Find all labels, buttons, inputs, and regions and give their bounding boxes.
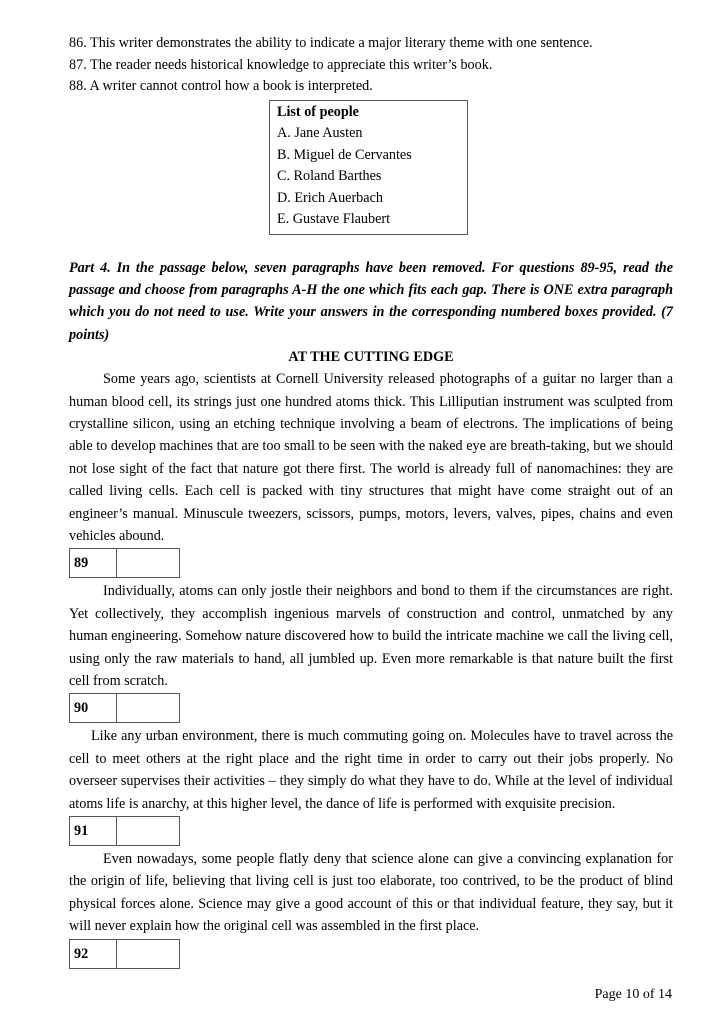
passage-title: AT THE CUTTING EDGE [288, 349, 454, 366]
question-86: 86. This writer demonstrates the ability to indicate a major literary theme with one sentence. [69, 35, 593, 51]
page-number: Page 10 of 14 [594, 987, 672, 1002]
answer-number: 92 [70, 940, 117, 968]
question-87: 87. The reader needs historical knowledge to appreciate this writer’s book. [69, 56, 493, 73]
list-of-people-box [269, 100, 468, 235]
answer-number: 91 [70, 817, 117, 845]
list-item: E. Gustave Flaubert [277, 211, 391, 227]
answer-box-91[interactable] [69, 816, 180, 846]
paragraph-1: Some years ago, scientists at Cornell University released photographs of a guitar no larger than a human blood cell, its strings just one hundred atoms thick. This Lilliputian instrument was sculpted from crystalline silicon, using an etching technique involving a beam of electrons. The implications of being able to develop machines that are too small to be seen with the naked eye are breath-taking, but we should not lose sight of the fact that nature got there first. The world is already full of nanomachines: they are called living cells. Each cell is packed with tiny structures that might have come straight out of an engineer’s manual. Minuscule tweezers, scissors, pumps, motors, levers, valves, pipes, chains and even vehicles abound. [69, 371, 673, 544]
answer-field[interactable] [117, 940, 179, 968]
answer-field[interactable] [117, 817, 179, 845]
list-item: B. Miguel de Cervantes [277, 146, 412, 163]
question-88: 88. A writer cannot control how a book is interpreted. [69, 78, 373, 94]
paragraph-3: Like any urban environment, there is much commuting going on. Molecules have to travel across the cell to meet others at the right place and the right time in order to carry out their jobs properly. No overseer supervises their activities – they simply do what they have to do. While at the level of individual atoms life is anarchy, at this higher level, the dance of life is performed with exquisite precision. [69, 728, 673, 812]
answer-box-90[interactable] [69, 693, 180, 723]
paragraph-4: Even nowadays, some people flatly deny that science alone can give a convincing explanation for the origin of life, believing that living cell is just too elaborate, too contrived, to be the product of blind physical forces alone. Science may give a good account of this or that individual feature, they say, but it will never explain how the original cell was assembled in the first place. [69, 851, 673, 935]
list-item: A. Jane Austen [277, 125, 363, 141]
list-item: D. Erich Auerbach [277, 189, 383, 206]
answer-box-89[interactable] [69, 548, 180, 578]
answer-number: 89 [70, 549, 117, 577]
answer-field[interactable] [117, 694, 179, 722]
list-item: C. Roland Barthes [277, 168, 382, 184]
answer-box-92[interactable] [69, 939, 180, 969]
paragraph-2: Individually, atoms can only jostle their neighbors and bond to them if the circumstances are right. Yet collectively, they accomplish ingenious marvels of construction and control, unmatched by any human engineering. Somehow nature discovered how to build the intricate machine we call the living cell, using only the raw materials to hand, all jumbled up. Even more remarkable is that nature built the first cell from scratch. [69, 583, 673, 689]
answer-number: 90 [70, 694, 117, 722]
list-title: List of people [277, 103, 359, 120]
document-page [69, 33, 673, 971]
answer-field[interactable] [117, 549, 179, 577]
part4-instructions: Part 4. In the passage below, seven paragraphs have been removed. For questions 89-95, read the passage and choose from paragraphs A-H the one which fits each gap. There is ONE extra paragraph which you do not need to use. Write your answers in the corresponding numbered boxes provided. (7 points) [69, 259, 673, 343]
